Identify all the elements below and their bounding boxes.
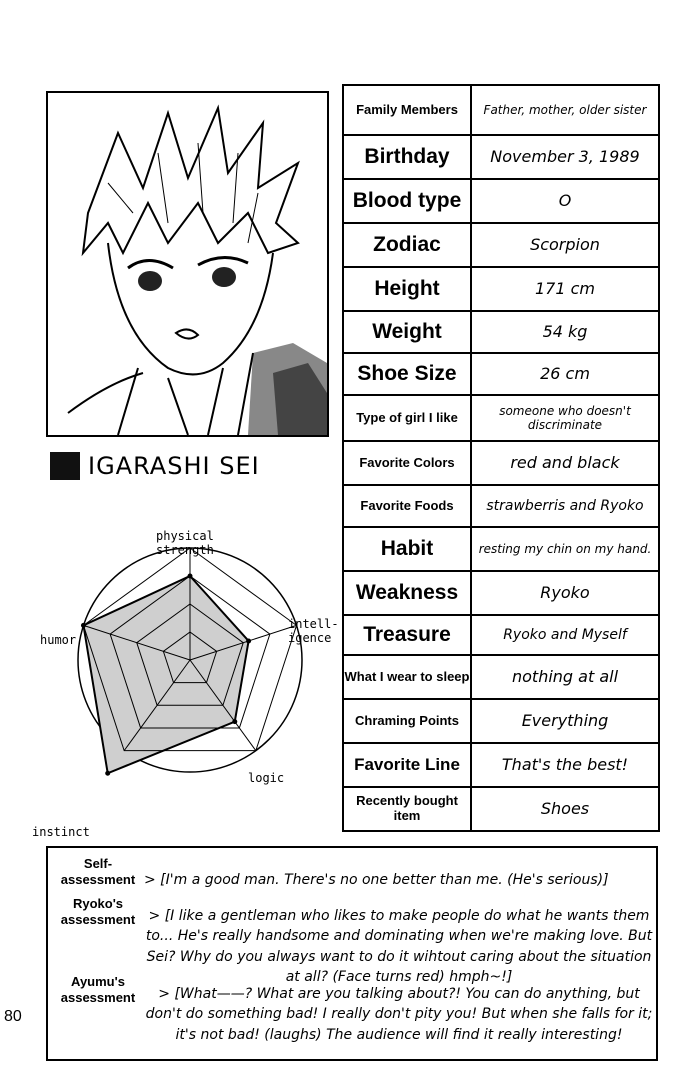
stats-radar <box>30 520 350 840</box>
assessment-label-ayumu: Ayumu's assessment <box>60 974 136 1005</box>
profile-label: Height <box>344 268 472 310</box>
profile-value: resting my chin on my hand. <box>478 541 652 556</box>
profile-label: Treasure <box>344 616 472 654</box>
profile-label: Weight <box>344 312 472 352</box>
profile-value: someone who doesn't discriminate <box>499 403 631 432</box>
assessment-box <box>46 846 658 1061</box>
profile-value: Scorpion <box>530 235 600 255</box>
profile-label: Recently bought item <box>344 788 472 830</box>
assessment-label-ryoko: Ryoko's assessment <box>60 896 136 927</box>
profile-row <box>344 786 658 830</box>
radar-label-logic: logic <box>248 771 285 785</box>
radar-point-humor <box>81 623 86 628</box>
profile-label: Favorite Colors <box>344 442 472 484</box>
profile-value: Father, mother, older sister <box>483 102 647 117</box>
radar-point-logic <box>232 719 237 724</box>
profile-row <box>344 352 658 394</box>
portrait-illustration <box>48 93 327 435</box>
assessment-label-self: Self-assessment <box>60 856 136 887</box>
profile-row <box>344 134 658 178</box>
profile-label: Chraming Points <box>344 700 472 742</box>
profile-label: Favorite Foods <box>344 486 472 526</box>
name-marker <box>50 452 80 480</box>
character-portrait <box>46 91 329 437</box>
assessment-text-ryoko: > [I like a gentleman who likes to make people do what he wants them to... He's really handsome and dominating when we're making love. But Sei? Why do you always want to do it wihtout caring about the situation at all? (Face turns red) hmph~!] <box>145 908 653 985</box>
profile-label: Birthday <box>344 136 472 178</box>
profile-row <box>344 86 658 134</box>
profile-value: Everything <box>521 711 609 731</box>
radar-point-instinct <box>105 771 110 776</box>
radar-point-intelligence <box>246 638 251 643</box>
profile-value: Shoes <box>540 799 590 819</box>
profile-row <box>344 742 658 786</box>
radar-label-physical: physical strength <box>156 529 214 558</box>
profile-label: Habit <box>344 528 472 570</box>
profile-row <box>344 570 658 614</box>
profile-label: Favorite Line <box>344 744 472 786</box>
profile-value: Ryoko <box>540 583 590 603</box>
radar-chart <box>30 520 350 840</box>
profile-value: 171 cm <box>534 279 595 299</box>
profile-row <box>344 614 658 654</box>
profile-row <box>344 222 658 266</box>
radar-label-instinct: instinct <box>32 825 90 839</box>
profile-row <box>344 440 658 484</box>
profile-label: Type of girl I like <box>344 396 472 440</box>
profile-value: That's the best! <box>501 755 629 775</box>
profile-value: 26 cm <box>540 364 590 384</box>
profile-value: O <box>558 191 572 211</box>
profile-label: Shoe Size <box>344 354 472 394</box>
profile-value: strawberris and Ryoko <box>486 497 644 514</box>
profile-table <box>342 84 660 832</box>
radar-point-physical <box>188 574 193 579</box>
profile-value: Ryoko and Myself <box>503 626 627 643</box>
profile-row <box>344 310 658 352</box>
profile-label: What I wear to sleep <box>344 656 472 698</box>
profile-value: November 3, 1989 <box>490 147 640 167</box>
profile-row <box>344 394 658 440</box>
profile-row <box>344 526 658 570</box>
profile-label: Family Members <box>344 86 472 134</box>
assessment-text-self: > [I'm a good man. There's no one better than me. (He's serious)] <box>144 872 609 888</box>
profile-row <box>344 178 658 222</box>
profile-row <box>344 698 658 742</box>
profile-value: 54 kg <box>542 322 588 342</box>
profile-row <box>344 654 658 698</box>
profile-value: nothing at all <box>511 667 619 687</box>
profile-row <box>344 266 658 310</box>
page-number: 80 <box>4 1008 22 1025</box>
radar-label-humor: humor <box>40 633 77 647</box>
profile-label: Blood type <box>344 180 472 222</box>
radar-value-area <box>83 576 248 773</box>
character-name: IGARASHI SEI <box>88 452 260 480</box>
profile-label: Zodiac <box>344 224 472 266</box>
profile-label: Weakness <box>344 572 472 614</box>
radar-label-intelligence: intell-igence <box>288 617 339 646</box>
assessment-text-ayumu: > [What——? What are you talking about?! You can do anything, but don't do something bad! I really don't pity you! But when she falls for it; it's not bad! (laughs) The audience will find it really interesting! <box>145 986 653 1043</box>
profile-value: red and black <box>510 453 620 473</box>
profile-row <box>344 484 658 526</box>
